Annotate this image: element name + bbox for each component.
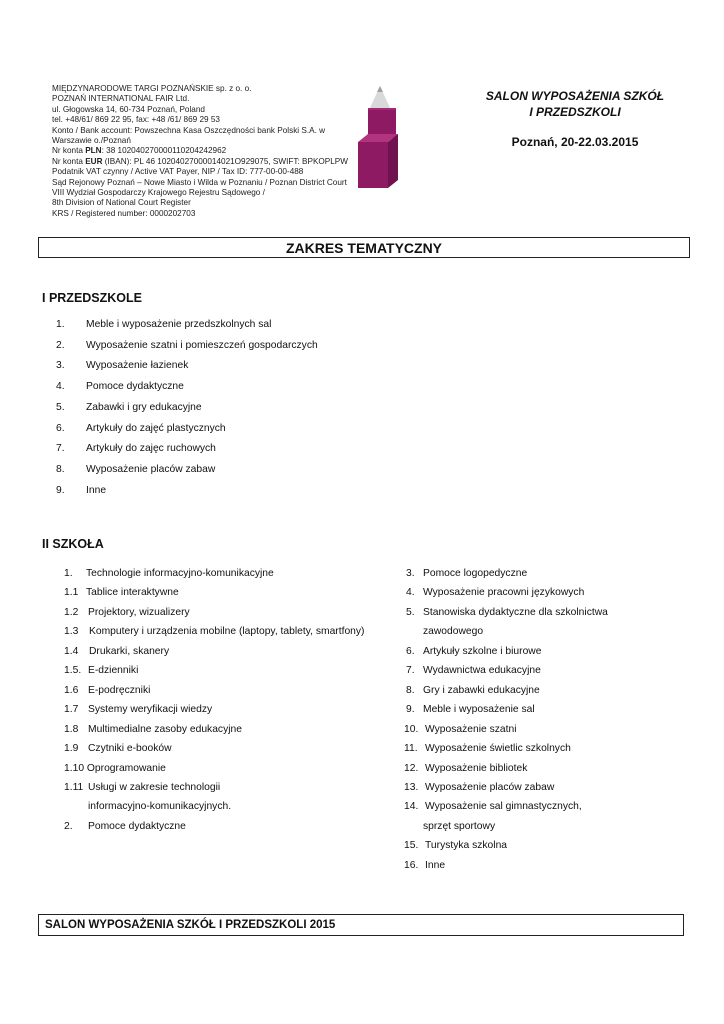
list-item-text: Artykuły do zajęć plastycznych <box>86 422 226 434</box>
list-item-text: Wyposażenie placów zabaw <box>425 781 555 793</box>
list-item-number: 4. <box>406 587 415 599</box>
list-item-text: Pomoce dydaktyczne <box>88 820 186 832</box>
list-item-number: 1.1 <box>64 587 79 599</box>
list-item-text: Pomoce dydaktyczne <box>86 381 184 393</box>
list-item-text: zawodowego <box>423 626 484 638</box>
list-item-number: 12. <box>404 762 419 774</box>
list-item-text: Wyposażenie sal gimnastycznych, <box>425 801 582 813</box>
list-item-number: 7. <box>56 443 65 455</box>
list-item-number: 1.9 <box>64 743 79 755</box>
list-item-text: Drukarki, skanery <box>89 645 170 657</box>
bank-account-pln <box>52 146 352 156</box>
list-item-number: 8. <box>406 684 415 696</box>
list-item-number: 1.3 <box>64 626 79 638</box>
list-item-text: Inne <box>425 859 446 871</box>
company-line: Warszawie o./Poznań <box>52 136 131 146</box>
company-line: tel. +48/61/ 869 22 95, fax: +48 /61/ 869 29 53 <box>52 115 220 125</box>
list-item-number: 1.4 <box>64 645 79 657</box>
list-item-text: Oprogramowanie <box>86 762 166 774</box>
pencil-logo-icon <box>350 80 410 190</box>
list-item-text: Wyposażenie szatni i pomieszczeń gospodarczych <box>86 339 318 351</box>
bank-account-eur <box>52 157 352 167</box>
list-item-text: Wyposażenie szatni <box>425 723 517 735</box>
company-line: MIĘDZYNARODOWE TARGI POZNAŃSKIE sp. z o. o. <box>52 84 252 93</box>
list-item-number: 5. <box>406 606 415 618</box>
company-line: KRS / Registered number: 0000202703 <box>52 208 196 218</box>
page-title: ZAKRES TEMATYCZNY <box>38 237 690 258</box>
eur-label: EUR <box>85 156 103 166</box>
event-name-line2: I PRZEDSZKOLI <box>529 105 621 119</box>
company-line: VIII Wydział Gospodarczy Krajowego Rejestru Sądowego / <box>52 188 265 198</box>
list-item-text: E-podręczniki <box>88 684 151 696</box>
list-item-text: Zabawki i gry edukacyjne <box>86 401 202 413</box>
list-item-text: Usługi w zakresie technologii <box>88 781 221 793</box>
list-item-number: 1. <box>64 568 73 579</box>
list-item-text: Inne <box>86 484 107 496</box>
left-list-item <box>64 763 166 774</box>
pln-number: : 38 102040270000110204242962 <box>101 146 227 156</box>
list-item-text: Tablice interaktywne <box>86 587 179 599</box>
event-date: Poznań, 20-22.03.2015 <box>511 135 639 149</box>
list-item-number: 10. <box>404 723 419 735</box>
list-item-text: Wyposażenie pracowni językowych <box>423 587 585 599</box>
list-item-number: 7. <box>406 665 415 677</box>
list-item-number: 1.6 <box>64 684 79 696</box>
company-line: Podatnik VAT czynny / Active VAT Payer, NIP / Tax ID: 777-00-00-488 <box>52 167 304 177</box>
list-item-text: Czytniki e-booków <box>88 743 172 755</box>
list-item-number: 1.2 <box>64 606 79 618</box>
list-item-number: 3. <box>56 360 65 372</box>
pln-prefix: Nr konta <box>52 146 86 156</box>
list-item-text: Wyposażenie bibliotek <box>425 762 528 774</box>
list-item-text: Wyposażenie świetlic szkolnych <box>425 743 571 755</box>
company-line: POZNAŃ INTERNATIONAL FAIR Ltd. <box>52 94 190 104</box>
list-item-text: Artykuły do zajęc ruchowych <box>86 443 216 455</box>
list-item-text: Pomoce logopedyczne <box>423 568 528 579</box>
list-item-number: 1.10 <box>64 762 87 774</box>
list-item-number: 13. <box>404 781 419 793</box>
list-item-number: 9. <box>56 484 65 496</box>
event-info <box>470 88 680 149</box>
list-item-text: Artykuły szkolne i biurowe <box>423 645 542 657</box>
list-item-number: 6. <box>56 422 65 434</box>
list-item-number: 1.11 <box>64 781 84 793</box>
eur-prefix: Nr konta <box>52 156 86 166</box>
list-item-number: 14. <box>404 801 419 813</box>
list-item-text: Meble i wyposażenie przedszkolnych sal <box>86 319 272 330</box>
company-line: ul. Głogowska 14, 60-734 Poznań, Poland <box>52 104 205 114</box>
list-item-text: Meble i wyposażenie sal <box>423 704 535 716</box>
section-title-school: II SZKOŁA <box>42 537 104 551</box>
list-item-number: 1. <box>56 319 65 330</box>
list-item-number: 1.5. <box>64 665 82 677</box>
list-item-text: Multimedialne zasoby edukacyjne <box>88 723 242 735</box>
event-name-line1: SALON WYPOSAŻENIA SZKÓŁ <box>485 89 665 103</box>
list-item-text: informacyjno-komunikacyjnych. <box>88 801 232 813</box>
list-item-text: Stanowiska dydaktyczne dla szkolnictwa <box>423 606 608 618</box>
list-item-text: Wyposażenie placów zabaw <box>86 463 216 475</box>
list-item-text: Komputery i urządzenia mobilne (laptopy, tablety, smartfony) <box>89 626 365 638</box>
list-item-number: 15. <box>404 840 419 852</box>
list-item-text: Wydawnictwa edukacyjne <box>423 665 541 677</box>
list-item-text: Systemy weryfikacji wiedzy <box>88 704 213 716</box>
list-item-number: 5. <box>56 401 65 413</box>
list-item-number: 16. <box>404 859 419 871</box>
eur-number: (IBAN): PL 46 10204027000014021O929075, SWIFT: BPKOPLPW <box>102 156 348 166</box>
list-item-number: 6. <box>406 645 415 657</box>
list-item-text: Turystyka szkolna <box>425 840 508 852</box>
list-item-number: 3. <box>406 568 415 579</box>
footer-banner: SALON WYPOSAŻENIA SZKÓŁ I PRZEDSZKOLI 2015 <box>38 914 684 936</box>
list-item-text: sprzęt sportowy <box>423 820 496 832</box>
company-line: Sąd Rejonowy Poznań – Nowe Miasto i Wilda w Poznaniu / Poznan District Court <box>52 177 347 187</box>
list-item-text: Wyposażenie łazienek <box>86 360 189 372</box>
list-item-number: 9. <box>406 704 415 716</box>
company-line: 8th Division of National Court Register <box>52 198 191 208</box>
company-info <box>52 84 352 219</box>
list-item-text: Technologie informacyjno-komunikacyjne <box>86 568 274 579</box>
list-item-number: 1.8 <box>64 723 79 735</box>
list-item-text: Gry i zabawki edukacyjne <box>423 684 540 696</box>
list-item-text: E-dzienniki <box>88 665 139 677</box>
list-item-number: 1.7 <box>64 704 79 716</box>
company-line: Konto / Bank account: Powszechna Kasa Oszczędności bank Polski S.A. w <box>52 125 326 135</box>
list-item-number: 2. <box>64 820 73 832</box>
list-item-number: 4. <box>56 381 65 393</box>
list-item-text: Projektory, wizualizery <box>88 606 190 618</box>
pln-label: PLN <box>85 146 102 156</box>
list-item-number: 2. <box>56 339 65 351</box>
section-title-preschool: I PRZEDSZKOLE <box>42 291 143 305</box>
list-item-number: 11. <box>404 743 418 755</box>
list-item-number: 8. <box>56 463 65 475</box>
